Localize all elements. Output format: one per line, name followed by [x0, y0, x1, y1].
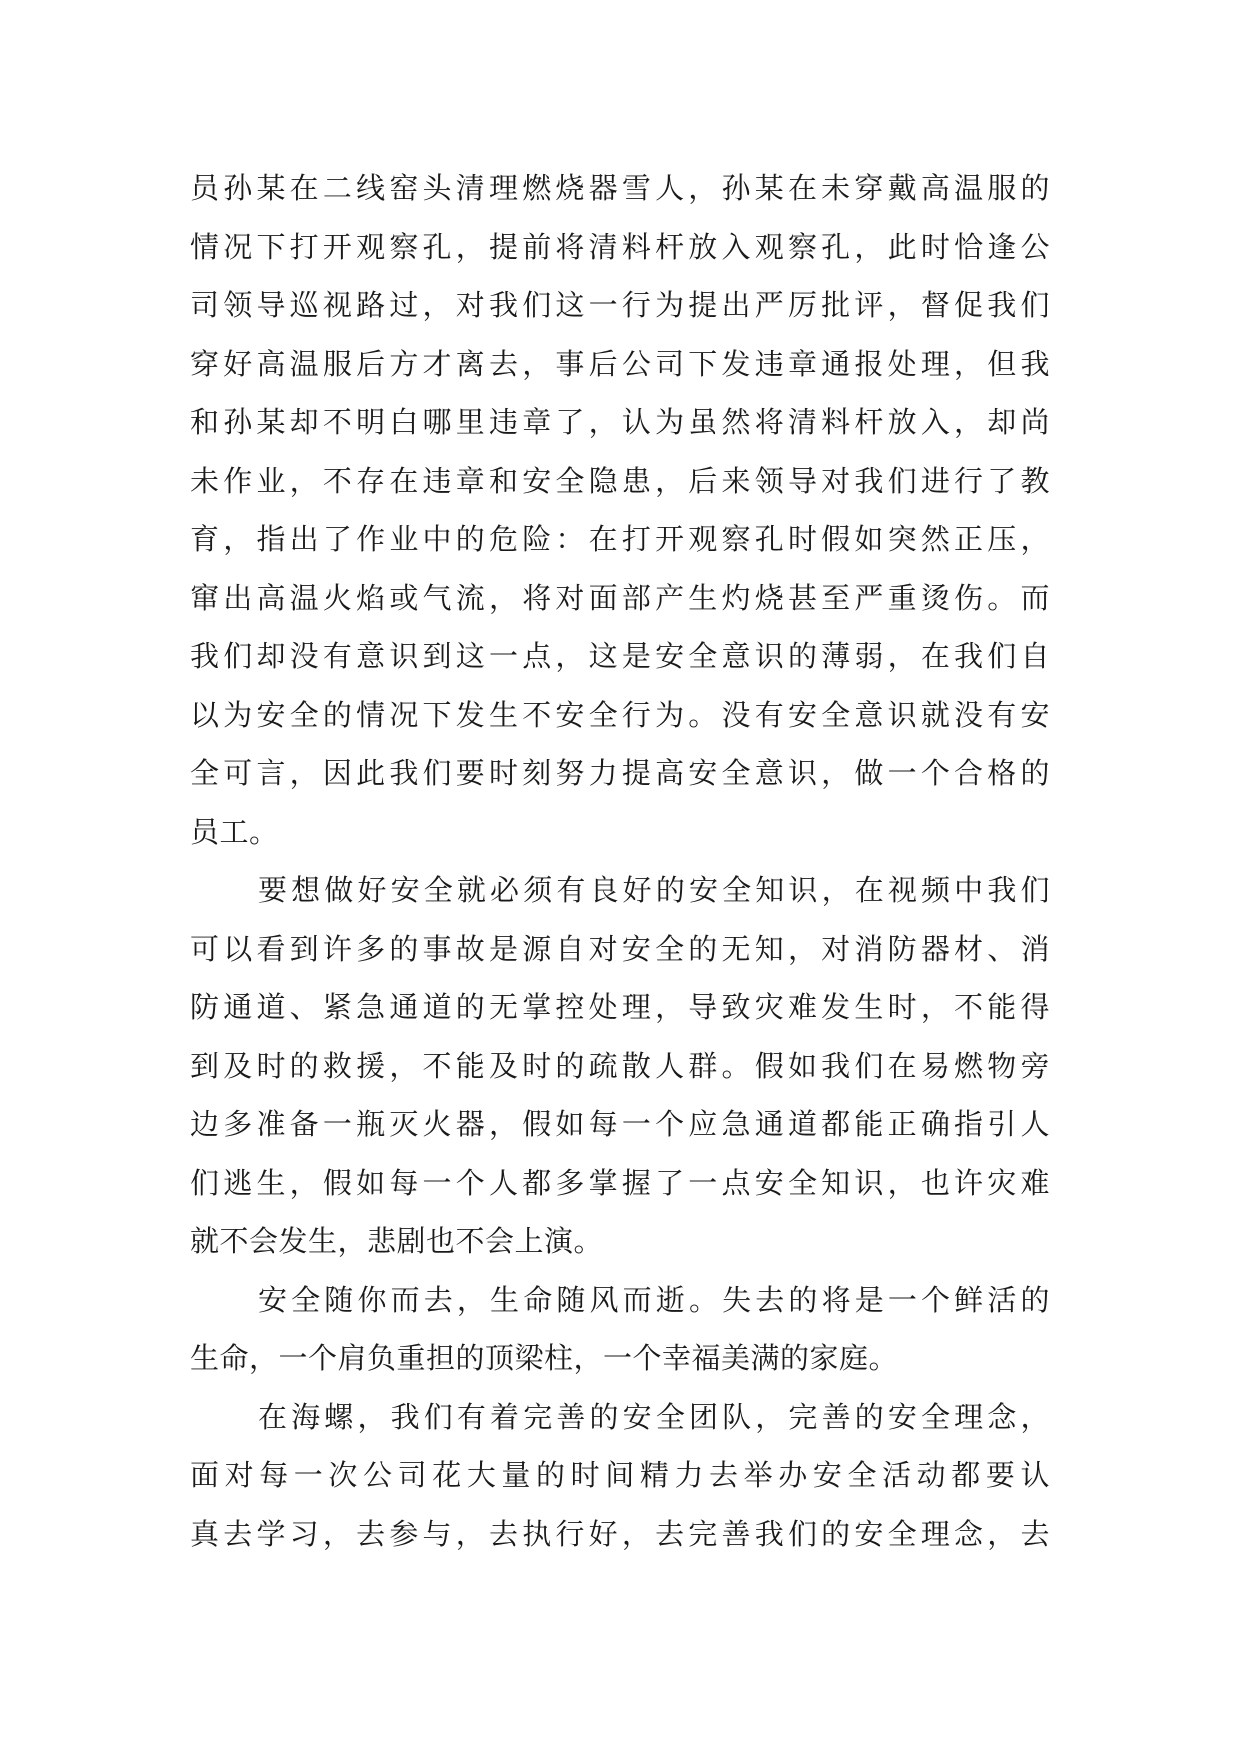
text-line: 可以看到许多的事故是源自对安全的无知，对消防器材、消	[190, 931, 1050, 966]
text-line: 员孙某在二线窑头清理燃烧器雪人，孙某在未穿戴高温服的	[190, 171, 1050, 205]
text-line: 就不会发生，悲剧也不会上演。	[190, 1224, 604, 1258]
text-line: 以为安全的情况下发生不安全行为。没有安全意识就没有安	[190, 697, 1050, 732]
text-line: 们逃生，假如每一个人都多掌握了一点安全知识，也许灾难	[190, 1165, 1050, 1200]
text-line: 生命，一个肩负重担的顶梁柱，一个幸福美满的家庭。	[190, 1341, 899, 1375]
text-line: 我们却没有意识到这一点，这是安全意识的薄弱，在我们自	[190, 639, 1050, 673]
text-line: 窜出高温火焰或气流，将对面部产生灼烧甚至严重烫伤。而	[190, 580, 1050, 615]
text-line: 在海螺，我们有着完善的安全团队，完善的安全理念，	[258, 1399, 1050, 1434]
text-line: 司领导巡视路过，对我们这一行为提出严厉批评，督促我们	[190, 288, 1050, 322]
text-line: 要想做好安全就必须有良好的安全知识，在视频中我们	[258, 873, 1050, 907]
text-line: 面对每一次公司花大量的时间精力去举办安全活动都要认	[190, 1458, 1050, 1492]
text-line: 真去学习，去参与，去执行好，去完善我们的安全理念，去	[190, 1516, 1050, 1551]
text-line: 和孙某却不明白哪里违章了，认为虽然将清料杆放入，却尚	[190, 405, 1050, 439]
text-line: 安全随你而去，生命随风而逝。失去的将是一个鲜活的	[258, 1282, 1050, 1317]
text-line: 员工。	[190, 814, 279, 849]
text-line: 穿好高温服后方才离去，事后公司下发违章通报处理，但我	[190, 346, 1050, 381]
text-line: 防通道、紧急通道的无掌控处理，导致灾难发生时，不能得	[190, 990, 1050, 1024]
text-line: 边多准备一瓶灭火器，假如每一个应急通道都能正确指引人	[190, 1107, 1050, 1141]
text-line: 情况下打开观察孔，提前将清料杆放入观察孔，此时恰逢公	[190, 229, 1050, 264]
text-line: 未作业，不存在违章和安全隐患，后来领导对我们进行了教	[190, 463, 1050, 498]
text-line: 育，指出了作业中的危险：在打开观察孔时假如突然正压，	[190, 522, 1050, 556]
body-text	[190, 159, 1050, 1563]
text-line: 到及时的救援，不能及时的疏散人群。假如我们在易燃物旁	[190, 1048, 1050, 1083]
text-line: 全可言，因此我们要时刻努力提高安全意识，做一个合格的	[190, 756, 1050, 790]
